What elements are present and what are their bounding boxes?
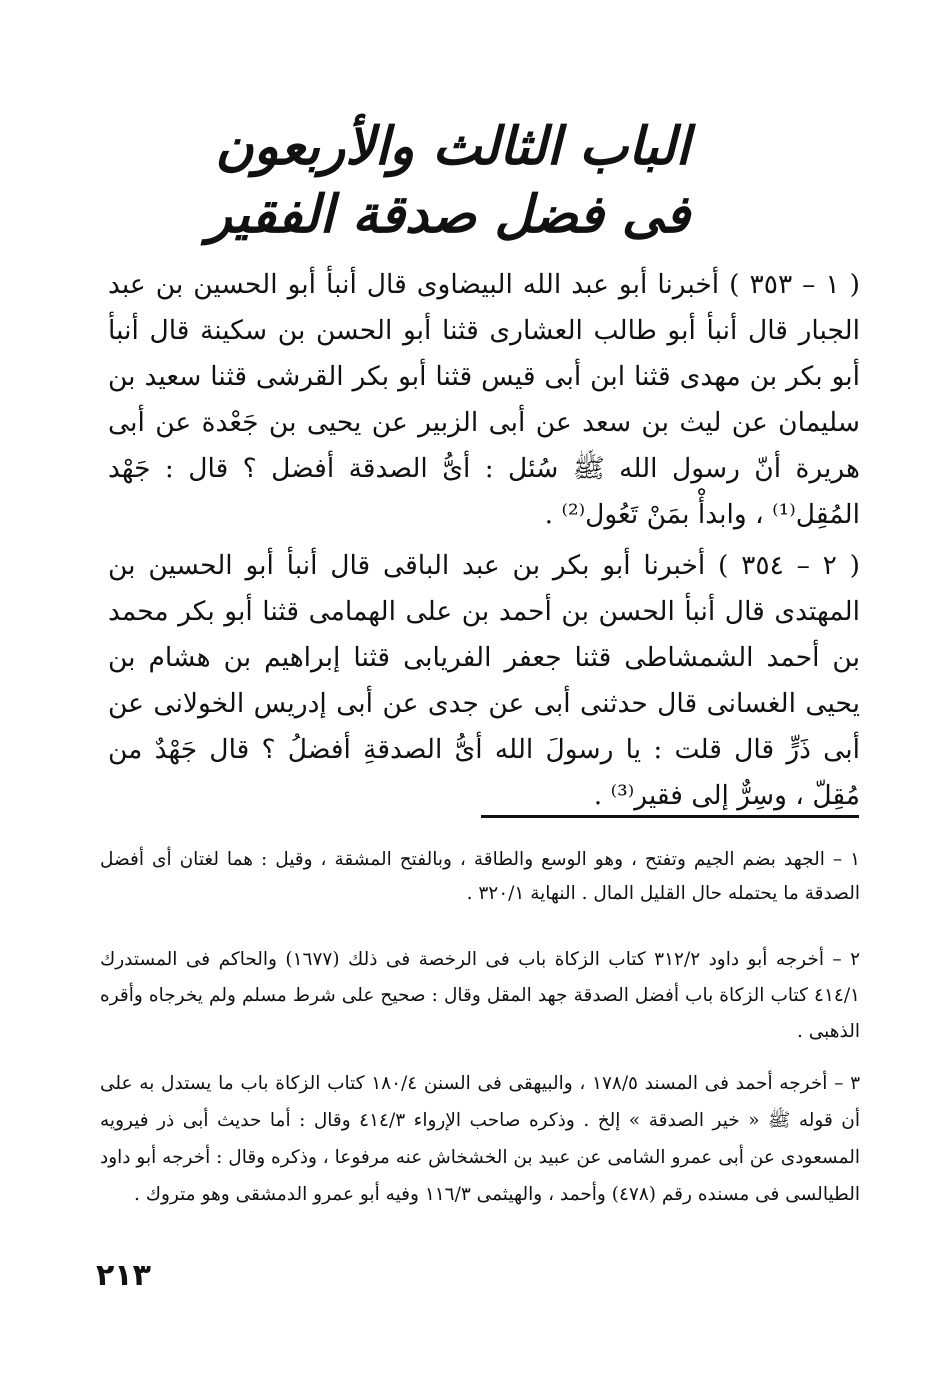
footnote-2-text: ٢ – أخرجه أبو داود ٣١٢/٢ كتاب الزكاة باب فى الرخصة فى ذلك (١٦٧٧) والحاكم فى المستدرك ٤١٤/١ كتاب الزكاة باب أفضل الصدقة جهد المقل وقال : صحيح على شرط مسلم ولم يخرجاه وأقره الذهبى .: [100, 949, 860, 1042]
footnote-1: [100, 843, 860, 911]
hadith-353: [108, 262, 860, 538]
chapter-title-line-2: فى فضل صدقة الفقير: [206, 184, 690, 245]
footnote-3: [100, 1065, 860, 1213]
page-number: ٢١٣: [96, 1258, 151, 1293]
chapter-title-line-1: الباب الثالث والأربعون: [215, 116, 690, 177]
footnote-1-text: ١ – الجهد بضم الجيم وتفتح ، وهو الوسع والطاقة ، وبالفتح المشقة ، وقيل : هما لغتان أى أفضل الصدقة ما يحتمله حال القليل المال . النهاية ٣٢٠/١ .: [100, 849, 860, 904]
footnote-divider: [481, 815, 859, 818]
hadith-354: [108, 543, 860, 819]
footnote-3-text: ٣ – أخرجه أحمد فى المسند ١٧٨/٥ ، والبيهقى فى السنن ١٨٠/٤ كتاب الزكاة باب ما يستدل به على أن قوله ﷺ « خير الصدقة » إلخ . وذكره صاحب الإرواء ٤١٤/٣ وقال : أما حديث أبى ذر فيرويه المسعودى عن أبى عمرو الشامى عن عبيد بن الخشخاش عنه مرفوعا ، وذكره وقال : أخرجه أبو داود الطيالسى فى مسنده رقم (٤٧٨) وأحمد ، والهيثمى ١١٦/٣ وفيه أبو عمرو الدمشقى وهو متروك .: [100, 1073, 861, 1205]
footnote-2: [100, 942, 860, 1050]
hadith-354-text: ( ٢ – ٣٥٤ ) أخبرنا أبو بكر بن عبد الباقى قال أنبأ أبو الحسين بن المهتدى قال أنبأ الحسن بن أحمد بن على الهمامى قثنا أبو بكر محمد بن أحمد الشمشاطى قثنا جعفر الفريابى قثنا إبراهيم بن هشام بن يحيى الغسانى قال حدثنى أبى عن جدى عن أبى إدريس الخولانى عن أبى ذَرٍّ قال قلت : يا رسولَ الله أىُّ الصدقةِ أفضلُ ؟ قال جَهْدٌ من مُقِلّ ، وسِرٌّ إلى فقير⁽³⁾ .: [108, 550, 860, 811]
hadith-353-text: ( ١ – ٣٥٣ ) أخبرنا أبو عبد الله البيضاوى قال أنبأ أبو الحسين بن عبد الجبار قال أنبأ أبو طالب العشارى قثنا أبو الحسن بن سكينة قال أنبأ أبو بكر بن مهدى قثنا ابن أبى قيس قثنا أبو بكر القرشى قثنا سعيد بن سليمان عن ليث بن سعد عن أبى الزبير عن يحيى بن جَعْدة عن أبى هريرة أنّ رسول الله ﷺ سُئل : أىُّ الصدقة أفضل ؟ قال : جَهْد المُقِل⁽¹⁾ ، وابدأْ بمَنْ تَعُول⁽²⁾ .: [108, 269, 860, 530]
